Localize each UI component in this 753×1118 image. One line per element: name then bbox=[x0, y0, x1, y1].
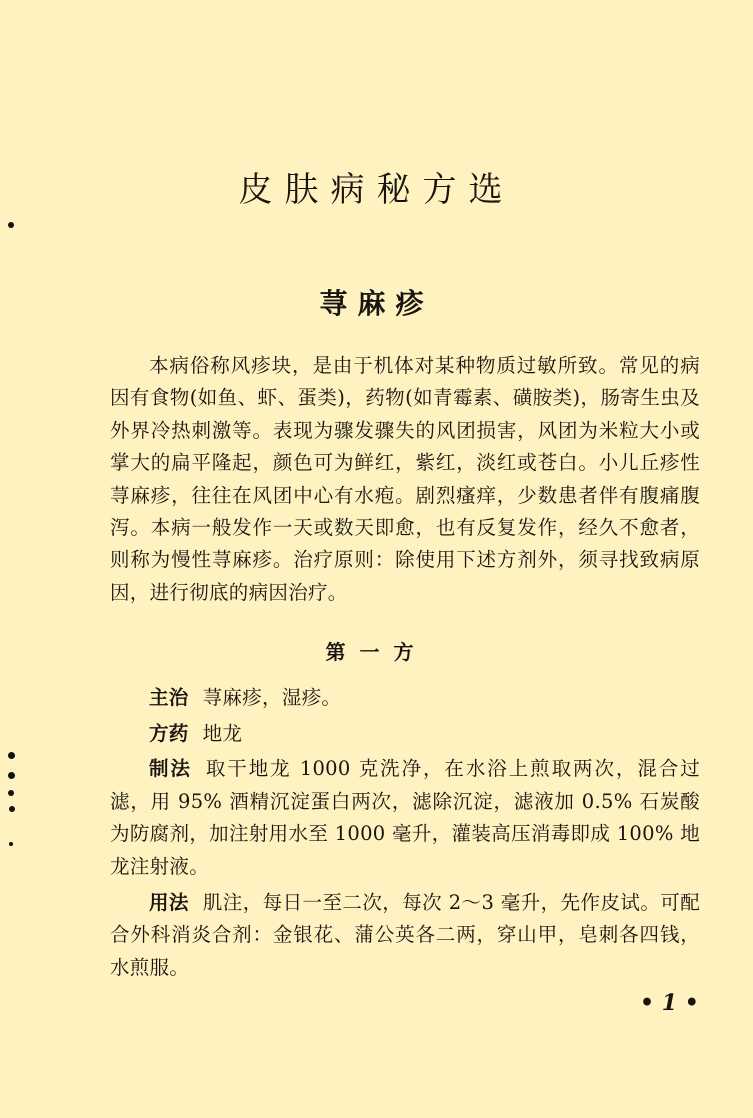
prescription-title: 第一方 bbox=[325, 640, 428, 664]
page-title: 皮肤病秘方选 bbox=[238, 170, 515, 210]
section-title: 荨麻疹 bbox=[319, 287, 434, 320]
prescription-entry bbox=[110, 718, 700, 751]
prescription-entry bbox=[110, 887, 700, 985]
entry-text: 肌注，每日一至二次，每次 2～3 毫升，先作皮试。可配合外科消炎合剂：金银花、蒲公英各二两，穿山甲，皂刺各四钱，水煎服。 bbox=[110, 890, 700, 979]
entry-text: 地龙 bbox=[202, 721, 243, 745]
ink-speck bbox=[9, 842, 13, 846]
prescription-entry bbox=[110, 753, 700, 883]
entry-label: 用法 bbox=[149, 890, 189, 914]
ink-speck bbox=[9, 806, 15, 812]
entry-text: 取干地龙 1000 克洗净，在水浴上煎取两次，混合过滤，用 95% 酒精沉淀蛋白两次，滤除沉淀，滤液加 0.5% 石炭酸为防腐剂，加注射用水至 1000 毫升，灌装高压消毒即成 100% 地龙注射液。 bbox=[110, 757, 700, 878]
section-intro: 本病俗称风疹块，是由于机体对某种物质过敏所致。常见的病因有食物(如鱼、虾、蛋类)，药物(如青霉素、磺胺类)，肠寄生虫及外界冷热刺激等。表现为骤发骤失的风团损害，风团为米粒大小或掌大的扁平隆起，颜色可为鲜红，紫红，淡红或苍白。小儿丘疹性荨麻疹，往往在风团中心有水疱。剧烈瘙痒，少数患者伴有腹痛腹泻。本病一般发作一天或数天即愈，也有反复发作，经久不愈者，则称为慢性荨麻疹。治疗原则：除使用下述方剂外，须寻找致病原因，进行彻底的病因治疗。 bbox=[110, 354, 700, 604]
ink-speck bbox=[8, 772, 15, 779]
prescription-entry bbox=[110, 682, 700, 715]
page-number: • 1 • bbox=[640, 990, 699, 1016]
entry-label: 主治 bbox=[149, 686, 189, 709]
entry-label: 制法 bbox=[149, 757, 192, 781]
ink-speck bbox=[8, 222, 14, 228]
prescription-entries bbox=[110, 682, 700, 987]
entry-label: 方药 bbox=[149, 721, 189, 745]
ink-speck bbox=[8, 790, 14, 796]
entry-text: 荨麻疹，湿疹。 bbox=[202, 686, 342, 709]
ink-speck bbox=[8, 752, 15, 759]
